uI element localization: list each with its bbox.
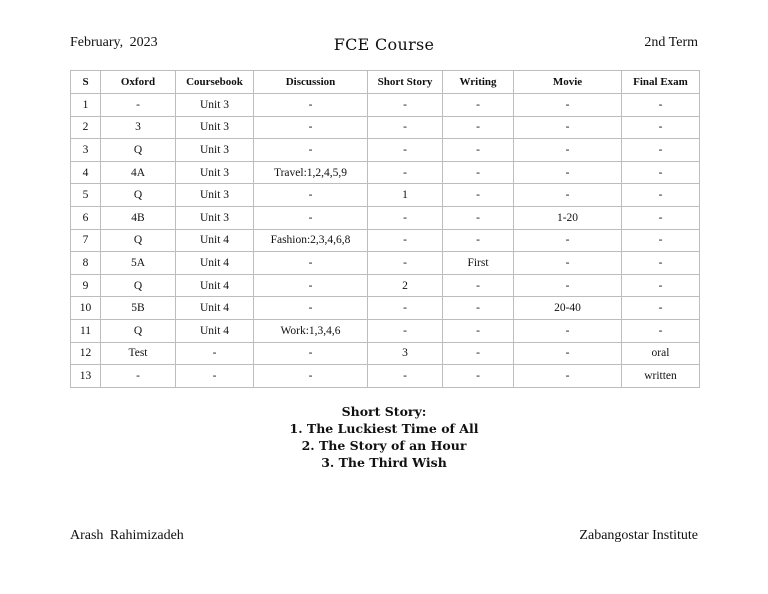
- table-cell: 20-40: [514, 297, 622, 320]
- table-cell: -: [368, 365, 443, 388]
- table-cell: 1-20: [514, 206, 622, 229]
- short-story-list: [0, 403, 768, 471]
- table-cell: -: [622, 297, 700, 320]
- table-cell: 5B: [101, 297, 176, 320]
- table-cell: First: [443, 252, 514, 275]
- table-cell: Unit 3: [176, 139, 254, 162]
- table-cell: oral: [622, 342, 700, 365]
- table-cell: 5: [71, 184, 101, 207]
- table-cell: -: [254, 252, 368, 275]
- table-cell: -: [443, 161, 514, 184]
- table-cell: -: [443, 365, 514, 388]
- table-cell: -: [622, 161, 700, 184]
- table-cell: Q: [101, 274, 176, 297]
- table-cell: -: [254, 94, 368, 117]
- table-cell: 3: [71, 139, 101, 162]
- table-cell: Unit 4: [176, 229, 254, 252]
- table-cell: -: [622, 116, 700, 139]
- short-story-item: 1. The Luckiest Time of All: [289, 421, 479, 436]
- table-cell: -: [101, 365, 176, 388]
- footer-institute: Zabangostar Institute: [579, 528, 698, 543]
- table-cell: -: [443, 139, 514, 162]
- table-row: [71, 184, 700, 207]
- table-cell: -: [514, 252, 622, 275]
- table-cell: Q: [101, 319, 176, 342]
- table-cell: -: [443, 342, 514, 365]
- table-row: [71, 116, 700, 139]
- table-cell: -: [514, 161, 622, 184]
- table-row: [71, 252, 700, 275]
- table-cell: -: [622, 229, 700, 252]
- table-cell: -: [176, 365, 254, 388]
- table-row: [71, 297, 700, 320]
- table-header-row: [71, 71, 700, 94]
- table-cell: -: [368, 139, 443, 162]
- table-cell: -: [443, 116, 514, 139]
- column-header-writing: Writing: [443, 71, 514, 94]
- table-cell: -: [254, 274, 368, 297]
- table-cell: Work:1,3,4,6: [254, 319, 368, 342]
- table-cell: Unit 3: [176, 94, 254, 117]
- table-cell: -: [514, 319, 622, 342]
- table-cell: -: [368, 297, 443, 320]
- table-cell: 11: [71, 319, 101, 342]
- table-cell: 13: [71, 365, 101, 388]
- table-cell: -: [622, 206, 700, 229]
- table-cell: 1: [368, 184, 443, 207]
- table-cell: -: [254, 297, 368, 320]
- table-cell: -: [622, 319, 700, 342]
- table-cell: 1: [71, 94, 101, 117]
- table-cell: Q: [101, 184, 176, 207]
- table-cell: 7: [71, 229, 101, 252]
- short-story-heading: Short Story:: [341, 404, 427, 419]
- table-cell: -: [514, 184, 622, 207]
- table-cell: 5A: [101, 252, 176, 275]
- table-row: [71, 365, 700, 388]
- table-cell: -: [254, 139, 368, 162]
- table-row: [71, 94, 700, 117]
- table-cell: -: [514, 365, 622, 388]
- table-cell: -: [254, 365, 368, 388]
- table-row: [71, 319, 700, 342]
- table-cell: Unit 3: [176, 161, 254, 184]
- table-cell: Unit 3: [176, 116, 254, 139]
- table-cell: 10: [71, 297, 101, 320]
- table-cell: -: [443, 206, 514, 229]
- table-cell: -: [622, 139, 700, 162]
- table-cell: 3: [101, 116, 176, 139]
- table-cell: -: [622, 252, 700, 275]
- table-cell: -: [368, 161, 443, 184]
- short-story-item: 2. The Story of an Hour: [301, 438, 467, 453]
- footer-author: Arash Rahimizadeh: [70, 528, 184, 543]
- table-cell: -: [622, 274, 700, 297]
- table-cell: Q: [101, 229, 176, 252]
- table-row: [71, 206, 700, 229]
- table-cell: 8: [71, 252, 101, 275]
- column-header-discussion: Discussion: [254, 71, 368, 94]
- column-header-session: S: [71, 71, 101, 94]
- table-cell: -: [368, 94, 443, 117]
- column-header-final-exam: Final Exam: [622, 71, 700, 94]
- table-cell: -: [254, 116, 368, 139]
- table-cell: -: [443, 229, 514, 252]
- table-cell: 6: [71, 206, 101, 229]
- table-row: [71, 161, 700, 184]
- table-cell: Unit 4: [176, 274, 254, 297]
- column-header-short-story: Short Story: [368, 71, 443, 94]
- document-title: FCE Course: [333, 35, 435, 54]
- short-story-item: 3. The Third Wish: [321, 455, 447, 470]
- table-cell: Fashion:2,3,4,6,8: [254, 229, 368, 252]
- table-cell: 2: [368, 274, 443, 297]
- table-cell: Travel:1,2,4,5,9: [254, 161, 368, 184]
- table-cell: 12: [71, 342, 101, 365]
- table-cell: -: [368, 252, 443, 275]
- header-term: 2nd Term: [644, 35, 698, 50]
- table-cell: -: [254, 184, 368, 207]
- table-cell: 9: [71, 274, 101, 297]
- table-cell: Unit 4: [176, 319, 254, 342]
- table-cell: -: [443, 319, 514, 342]
- table-cell: 4B: [101, 206, 176, 229]
- table-cell: Unit 4: [176, 252, 254, 275]
- table-cell: written: [622, 365, 700, 388]
- table-cell: -: [622, 184, 700, 207]
- table-cell: -: [254, 342, 368, 365]
- table-cell: 3: [368, 342, 443, 365]
- table-cell: -: [514, 229, 622, 252]
- table-cell: -: [514, 139, 622, 162]
- table-cell: -: [514, 116, 622, 139]
- table-cell: -: [368, 319, 443, 342]
- table-cell: -: [443, 94, 514, 117]
- table-cell: -: [368, 116, 443, 139]
- table-row: [71, 342, 700, 365]
- table-row: [71, 274, 700, 297]
- table-cell: Unit 3: [176, 184, 254, 207]
- table-cell: -: [254, 206, 368, 229]
- table-cell: -: [622, 94, 700, 117]
- table-body: [71, 94, 700, 388]
- table-cell: -: [443, 274, 514, 297]
- table-cell: -: [368, 206, 443, 229]
- table-cell: 4: [71, 161, 101, 184]
- table-cell: Unit 3: [176, 206, 254, 229]
- header-date: February, 2023: [70, 35, 158, 50]
- table-cell: -: [514, 274, 622, 297]
- table-cell: Test: [101, 342, 176, 365]
- table-cell: -: [101, 94, 176, 117]
- table-cell: -: [176, 342, 254, 365]
- table-cell: 4A: [101, 161, 176, 184]
- column-header-oxford: Oxford: [101, 71, 176, 94]
- table-cell: 2: [71, 116, 101, 139]
- column-header-movie: Movie: [514, 71, 622, 94]
- table-row: [71, 229, 700, 252]
- column-header-coursebook: Coursebook: [176, 71, 254, 94]
- table-cell: -: [443, 184, 514, 207]
- table-cell: Unit 4: [176, 297, 254, 320]
- schedule-table: [70, 70, 700, 388]
- table-cell: -: [443, 297, 514, 320]
- table-cell: -: [368, 229, 443, 252]
- table-cell: -: [514, 94, 622, 117]
- table-cell: -: [514, 342, 622, 365]
- table-row: [71, 139, 700, 162]
- table-cell: Q: [101, 139, 176, 162]
